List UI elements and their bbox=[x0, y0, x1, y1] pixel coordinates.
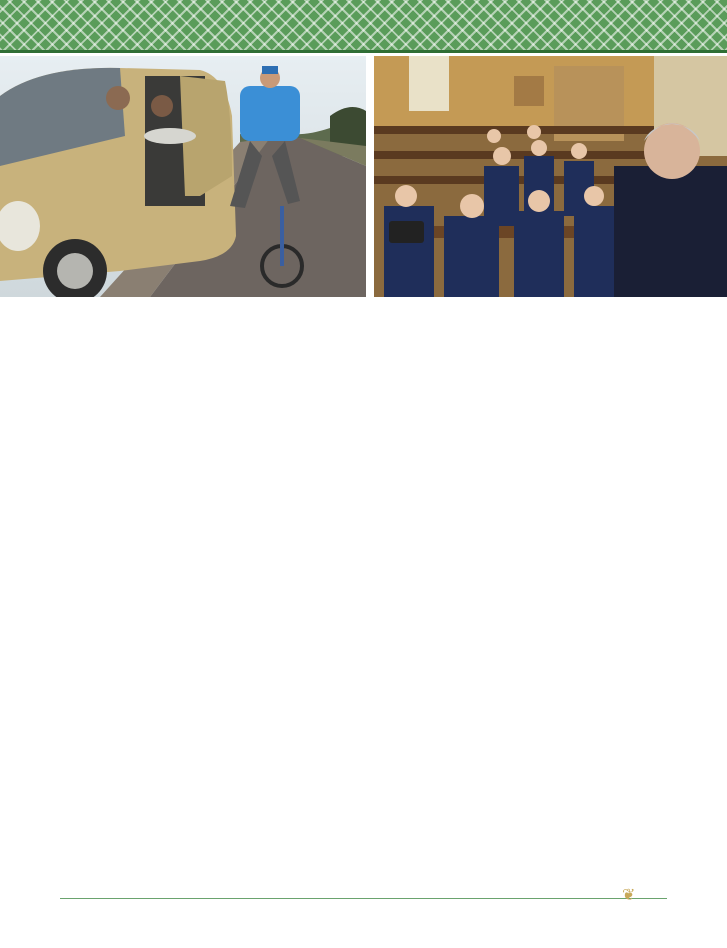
photo-van-cyclist bbox=[0, 56, 366, 297]
footer-rule bbox=[60, 898, 667, 899]
decorative-border bbox=[0, 0, 727, 50]
decorative-border-line bbox=[0, 50, 727, 53]
photo-classroom bbox=[374, 56, 727, 297]
text-column-2 bbox=[272, 306, 480, 320]
text-column-1 bbox=[60, 306, 268, 320]
ornament-icon: ❦ bbox=[622, 887, 636, 904]
text-column-3 bbox=[483, 306, 691, 320]
